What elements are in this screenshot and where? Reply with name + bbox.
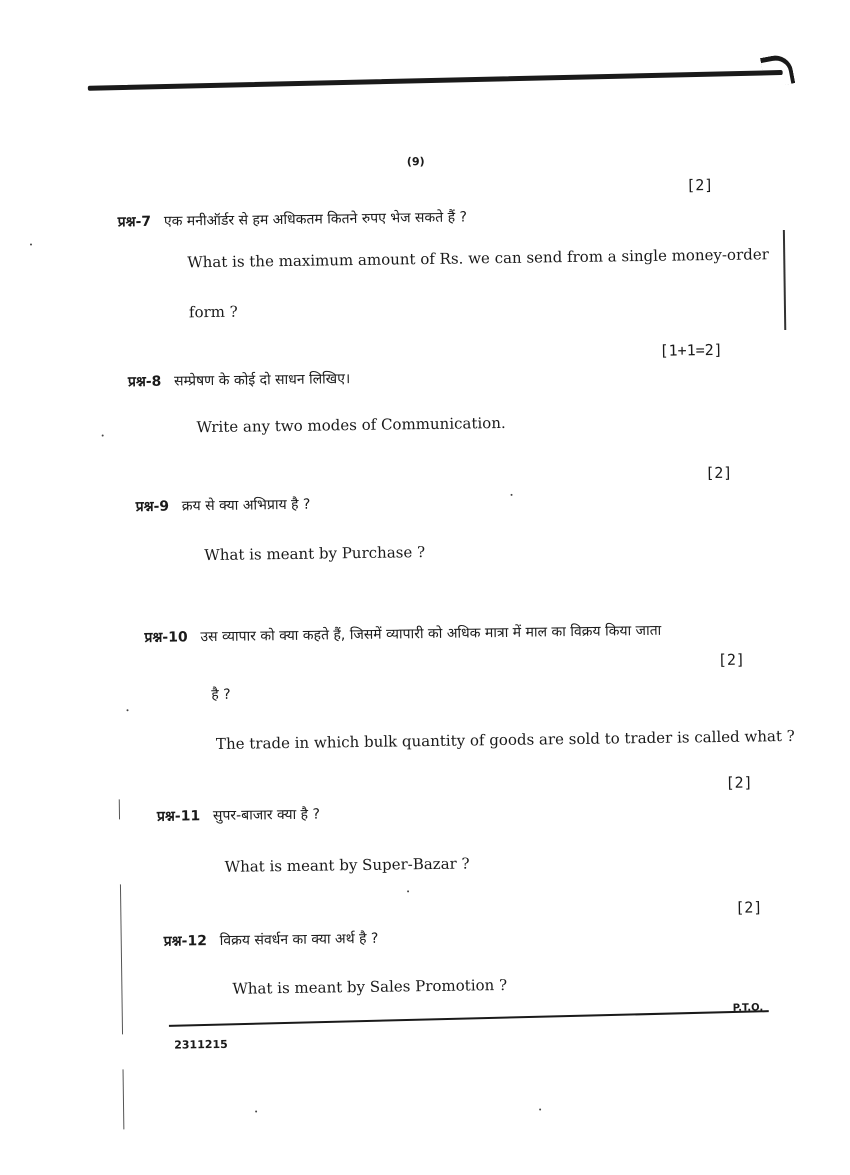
question-7-hindi [118, 207, 468, 231]
left-scan-edge [123, 1069, 125, 1129]
question-text-hindi: एक मनीऑर्डर से हम अधिकतम कितने रुपए भेज सकते हैं ? [163, 209, 468, 230]
question-12-marks: [2] [735, 898, 763, 917]
scan-speck [407, 890, 409, 892]
question-text-hindi: सुपर-बाजार क्या है ? [212, 806, 321, 825]
question-10-english: The trade in which bulk quantity of goods are sold to trader is called what ? [215, 726, 795, 754]
question-number: प्रश्न-10 [144, 629, 188, 646]
question-number: प्रश्न-11 [156, 808, 201, 825]
paper-code: 2311215 [174, 1037, 228, 1052]
question-text-hindi: क्रय से क्या अभिप्राय है ? [181, 496, 311, 515]
scan-speck [511, 494, 513, 496]
question-10-hindi [144, 621, 661, 647]
question-9-hindi [136, 495, 311, 516]
question-9-marks: [2] [705, 463, 733, 483]
footer-rule [169, 1010, 769, 1027]
scan-speck [539, 1108, 541, 1110]
right-scan-edge [783, 230, 786, 330]
question-7-marks: [2] [686, 176, 714, 195]
scan-speck [255, 1110, 257, 1112]
question-number: प्रश्न-12 [163, 933, 208, 950]
question-10-hindi-cont: है ? [211, 686, 231, 704]
question-number: प्रश्न-8 [127, 373, 162, 391]
left-scan-edge [120, 884, 123, 1034]
page-curl [760, 53, 795, 89]
question-11-english: What is meant by Super-Bazar ? [224, 854, 470, 876]
question-7-english: What is the maximum amount of Rs. we can send from a single money-order [187, 245, 769, 272]
question-12-english: What is meant by Sales Promotion ? [232, 975, 508, 998]
left-scan-edge [119, 799, 120, 819]
question-number: प्रश्न-9 [135, 498, 170, 516]
question-7-english-cont: form ? [188, 302, 238, 322]
question-11-marks: [2] [725, 773, 753, 792]
pto-label: P.T.O. [732, 1002, 764, 1014]
question-8-hindi [128, 369, 351, 391]
question-number: प्रश्न-7 [117, 213, 152, 231]
question-text-hindi: उस व्यापार को क्या कहते हैं, जिसमें व्यापारी को अधिक मात्रा में माल का विक्रय किया जाता [200, 622, 662, 646]
scan-speck [102, 435, 104, 437]
question-text-hindi: विक्रय संवर्धन का क्या अर्थ है ? [219, 930, 379, 949]
scan-speck [30, 244, 32, 246]
question-11-hindi [157, 805, 320, 826]
scan-speck [126, 709, 128, 711]
top-page-edge [88, 70, 783, 91]
question-8-marks: [1+1=2] [659, 340, 723, 360]
question-9-english: What is meant by Purchase ? [204, 543, 426, 565]
question-text-hindi: सम्प्रेषण के कोई दो साधन लिखिए। [174, 371, 351, 390]
question-8-english: Write any two modes of Communication. [196, 413, 506, 437]
question-10-marks: [2] [717, 650, 746, 669]
question-12-hindi [164, 929, 379, 951]
page-number: (9) [406, 155, 425, 169]
